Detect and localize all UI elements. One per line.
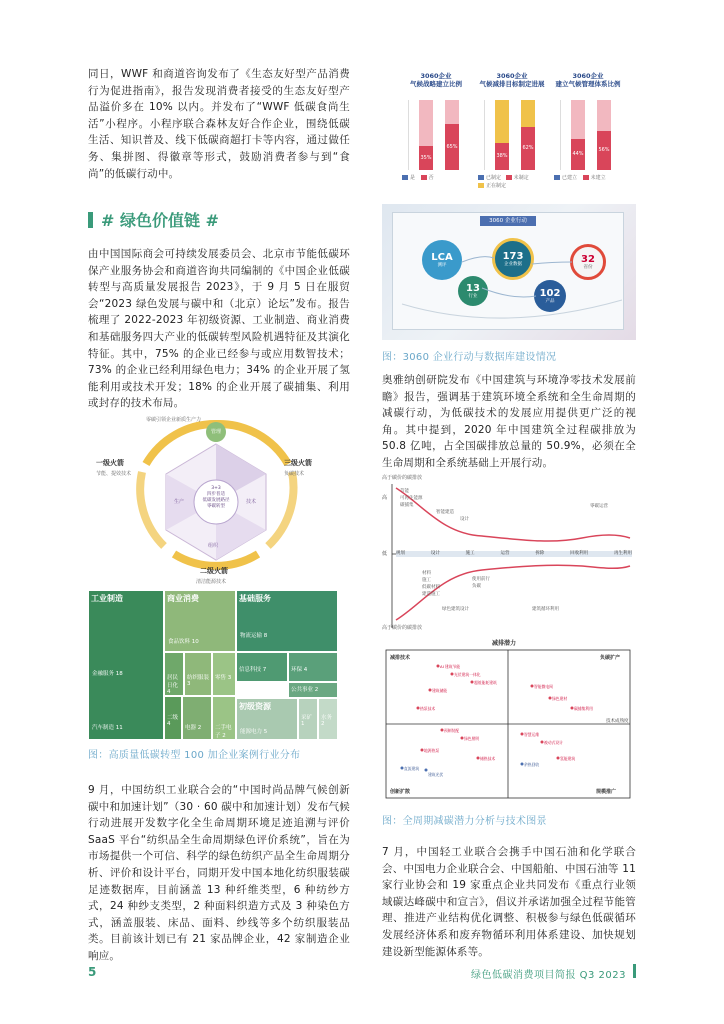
- province-count-circle: 32 省份: [570, 244, 606, 280]
- marker-1: 绿色建筑设计: [442, 607, 469, 612]
- tile-manufacturing: 工业制造 金融服务 18 汽车制造 11: [88, 590, 164, 740]
- rocket-bottom-sub: 清洁能源技术: [196, 579, 227, 585]
- mini-chart-strategy: [398, 66, 474, 198]
- caption-treemap: 图：高质量低碳转型 100 加企业案例行业分布: [88, 750, 301, 761]
- axis-label: 设计: [430, 551, 440, 556]
- hex-center: 3+3 四步普适 低碳发展路径 零碳转型: [202, 486, 230, 509]
- industry-count-circle: 13 行业: [458, 276, 488, 306]
- line-axis-labels: [396, 550, 632, 556]
- mini-chart-title: 3060企业 气候战略建立比例: [410, 72, 462, 88]
- hex-node-bottom: 组织: [208, 543, 219, 549]
- bar-segment: 65%: [445, 124, 459, 170]
- hex-node-right: 技术: [246, 499, 257, 505]
- axis-label: 运营: [500, 551, 510, 556]
- rocket-left-sub: 节能、提效技术: [96, 471, 132, 477]
- line-chart-title-top: 高于碳价的碳排放: [382, 475, 423, 481]
- mini-chart-targets: [474, 66, 550, 198]
- curve-up-labels: 节能 可再生能源 碳捕集 智能建造 设计 零碳运营: [400, 489, 608, 522]
- curve-down-labels: 材料 施工 低碳材料 建造施工 使用前行 负碳: [422, 571, 490, 597]
- mini-chart-plot: [484, 100, 546, 170]
- bar-segment: 44%: [571, 139, 585, 170]
- quad-bottom-right: 规模推广: [596, 789, 617, 795]
- tile-daily: 居民日化 4: [164, 652, 184, 696]
- bar-segment: 35%: [419, 146, 433, 170]
- building-paragraph: 奥雅纳创研院发布《中国建筑与环境净零技术发展前瞻》报告，强调基于建筑环境全系统和全生命周期的减碳行动，为低碳技术的发展应用提供更广泛的视角。其中提到，2020 年中国建筑全过程碳排放为 50.8 亿吨，占全国碳排放总量的 50.9%，必须在全生命周期和全系统基础上开展行动。: [382, 374, 636, 469]
- quad-title: 减排潜力: [492, 640, 517, 647]
- axis-label: 规划: [396, 551, 405, 556]
- tile-appliance: 电器 2: [182, 696, 212, 740]
- tile-level2: 二级 4: [164, 696, 182, 740]
- axis-label: 再生利用: [613, 551, 632, 556]
- mini-chart-title: 3060企业 气候减排目标制定进展: [479, 72, 545, 88]
- mini-chart-plot: [560, 100, 622, 170]
- tile-basic-services: 基础服务 物流运输 8: [236, 590, 338, 652]
- tile-commerce: 商业消费 食品饮料 10: [164, 590, 236, 652]
- tile-textile: 纺织服装 3: [184, 652, 212, 696]
- value-chain-paragraph: 由中国国际商会可持续发展委员会、北京市节能低碳环保产业服务协会和商道咨询共同编制的《中国企业低碳转型与高质量发展报告 2023》，于 9 月 5 日在服贸会“2023 绿色发展与碳中和（北京）论坛”发布。报告梳理了 2022-2023 年初级资源、工业制造、商业消费和基础服务四大产业的低碳转型风险机遇特征及其演化特征。其中，75% 的企业已经参与或应用数智技术；73% 的企业已经利用绿色电力；34% 的企业开展了氢能利用或技术开发；18% 的企业开展了碳捕集、利用或封存的技术布局。: [88, 248, 350, 410]
- database-photo: [382, 204, 636, 340]
- tech-quadrant-chart: [382, 638, 636, 802]
- intro-paragraph: 同日，WWF 和商道咨询发布了《生态友好型产品消费行为促进指南》，报告发现消费者接受的生态友好型产品溢价多在 10% 以内。并发布了“WWF 低碳食尚生活”小程序。小程序联合森林友好合作企业，围绕低碳生活、知识普及、线下低碳商超打卡等内容，通过做任务、集拼图、得徽章等形式，鼓励消费者参与到“食尚”的低碳行动中。: [88, 68, 350, 180]
- mini-chart-plot: [408, 100, 470, 170]
- axis-label: 施工: [465, 551, 475, 556]
- tile-mining: 采矿 1: [298, 698, 318, 740]
- textile-paragraph: 9 月，中国纺织工业联合会的“中国时尚品牌气候创新碳中和加速计划”（30 · 60 碳中和加速计划）发布气候行动进展开发数字化全生命周期环境足迹追溯与评价 SaaS 平台“纺织品全生命周期绿色评价系统”，旨在为市场提供一个可信、科学的绿色纺织产品全生命周期分析、评价和设计平台，同期开发中国本地化纺织服装碳足迹数据库，目前涵盖 13 种纤维类型，6 种纺纱方式，24 种纱支类型，2 种面料织造方式及 3 种染色方式，涵盖服装、床品、面料、纱线等多个纺织服装品类。目前该计划已有 21 家品牌企业，42 家制造企业响应。: [88, 784, 350, 962]
- caption-quadrant: 图：全周期减碳潜力分析与技术图景: [382, 816, 547, 827]
- mini-chart-legend: 是 否: [402, 174, 434, 182]
- tile-electronics: 二手电子 2: [212, 696, 236, 740]
- quad-x-label: 技术成熟度: [606, 719, 629, 724]
- mini-chart-management: [550, 66, 626, 198]
- footer-title: 绿色低碳消费项目简报 Q3 2023: [470, 970, 626, 981]
- caption-board: 图：3060 企业行动与数据库建设情况: [382, 352, 557, 363]
- line-chart-y-mid: 低: [382, 551, 388, 557]
- axis-label: 回收利用: [570, 551, 589, 556]
- company-count-circle: 173 企业数据: [492, 238, 534, 280]
- bar-segment: 38%: [495, 143, 509, 170]
- light-industry-paragraph: 7 月，中国轻工业联合会携手中国石油和化学联合会、中国电力企业联合会、中国船舶、中国石油等 11 家行业协会和 19 家重点企业共同发布《重点行业领域碳达峰碳中和宣言》，倡议并承诺加强全过程节能管理、推进产业结构优化调整、积极参与绿色低碳循环发展经济体系和废弃物循环利用体系建设、加快规划建设新型能源体系等。: [382, 846, 636, 958]
- rocket-left-title: 一级火箭: [96, 459, 124, 467]
- axis-label: 拆除: [535, 551, 545, 556]
- rocket-bottom-title: 二级火箭: [200, 567, 228, 575]
- tile-it: 信息科技 7: [236, 652, 288, 682]
- tile-primary: 初级资源 能源电力 5: [236, 698, 298, 740]
- marker-2: 建筑循环利用: [532, 607, 559, 612]
- quad-top-right: 负碳扩产: [600, 655, 621, 661]
- mini-chart-title: 3060企业 建立气候管理体系比例: [555, 72, 621, 88]
- board-connectors: [382, 204, 636, 340]
- quad-top-left: 减排技术: [390, 655, 411, 661]
- lca-circle: LCA 测评: [422, 240, 462, 280]
- bar-segment: 62%: [521, 127, 535, 170]
- tile-utility: 公共事业 2: [288, 682, 338, 698]
- board-header: 3060 企业行动: [480, 216, 536, 226]
- tile-env: 环保 4: [288, 652, 338, 682]
- footer-accent-bar: [633, 964, 636, 978]
- rocket-right-sub: 负碳技术: [284, 471, 305, 477]
- survey-bar-charts: [398, 66, 626, 198]
- quad-bottom-left: 创新扩散: [390, 789, 411, 795]
- hex-node-left: 生产: [174, 499, 185, 505]
- hex-node-top: 管理: [206, 422, 226, 442]
- line-chart-title-bottom: 高于碳价的碳排放: [382, 625, 423, 631]
- industry-treemap: [88, 590, 338, 740]
- mini-chart-legend: 已制定 未制定 正在制定: [478, 174, 529, 190]
- hex-top-banner: 零碳引领企业新质生产力: [146, 417, 202, 423]
- section-title: # 绿色价值链 #: [101, 211, 219, 230]
- rocket-framework-diagram: [88, 416, 344, 588]
- tile-retail: 零售 3: [212, 652, 236, 696]
- tile-water: 水务 2: [318, 698, 338, 740]
- emission-curve-chart: [382, 474, 636, 634]
- product-count-circle: 102 产品: [534, 280, 566, 312]
- line-chart-y-up: 高: [382, 495, 388, 501]
- heading-bar: [88, 212, 93, 228]
- section-heading: [88, 208, 219, 231]
- rocket-right-title: 三级火箭: [284, 459, 312, 467]
- quad-point-labels: AI 建筑节能 光伏建筑一体化 超低能耗建筑 建筑储能 智能微电网 绿色建材 碳捕集利用 热泵技术 预制装配 绿色照明 智慧运维 被动式设计 地源热泵 储热技术 氢能建筑 直流建筑 建筑光伏 余热回收: [404, 664, 593, 777]
- bar-segment: 56%: [597, 131, 611, 170]
- mini-chart-legend: 已建立 未建立: [554, 174, 606, 182]
- page-number: 5: [88, 965, 97, 979]
